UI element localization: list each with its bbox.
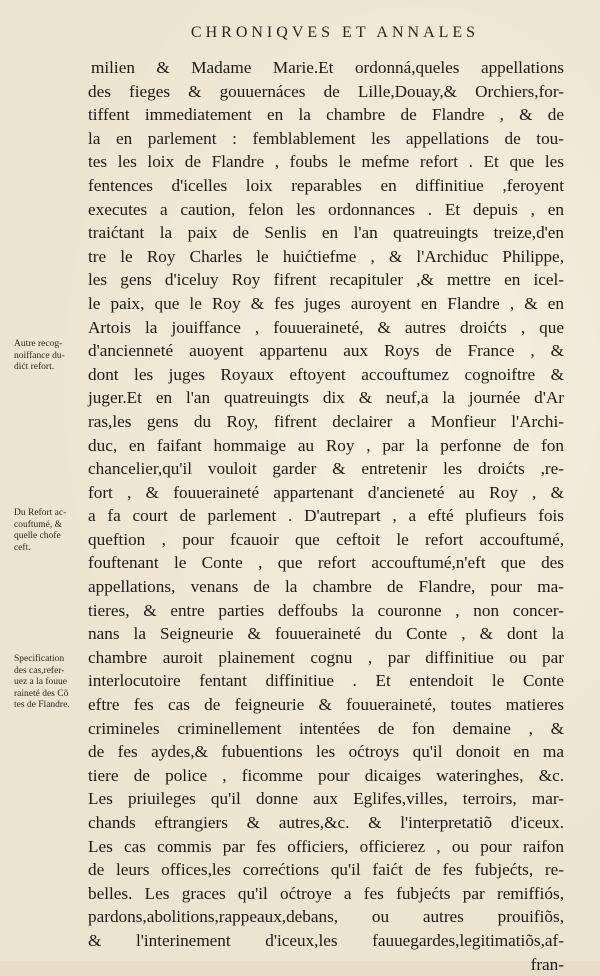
text-line: Les cas commis par fes officiers, officierez , ou pour raifon: [88, 836, 564, 856]
margin-note-line: couftumé, &: [14, 519, 63, 530]
text-line: ras,les gens du Roy, fifrent declairer a Monfieur l'Archi-: [88, 411, 564, 431]
text-line: nans la Seigneurie & fouueraineté du Conte , & dont la: [88, 624, 564, 644]
text-line: belles. Les graces qu'il oćtroye a fes fubjećts par remiffiós,: [88, 883, 564, 903]
text-line: chands eftrangiers & autres,&c. & l'interpretatiõ d'iceux.: [88, 813, 564, 832]
text-line: crimineles criminellement intentées de fon demaine , &: [88, 718, 564, 738]
margin-note-specification: [14, 654, 98, 712]
text-line: de leurs offices,les correćtions qu'il faićt de fes fubjećts, re-: [88, 860, 564, 880]
text-line: les gens d'iceluy Roy fifrent recapituler ,& mettre en icel-: [88, 270, 564, 290]
text-line: tre le Roy Charles le huićtiefme , & l'Archiduc Philippe,: [88, 246, 564, 266]
text-line: tiffent immediatement en la chambre de Flandre , & de: [88, 105, 564, 125]
text-line: a fa court de parlement . D'autrepart , a efté plufieurs fois: [88, 506, 564, 526]
main-text-block: [88, 56, 564, 976]
running-head: CHRONIQVES ET ANNALES: [190, 24, 480, 41]
text-line: fouftenant le Conte , que refort accouftumé,n'eft que des: [88, 553, 564, 573]
text-line: & l'interinement d'iceux,les fauuegardes,legitimatiõs,af-: [88, 930, 564, 950]
text-line: executes a caution, felon les ordonnances . Et depuis , en: [88, 199, 564, 219]
margin-note-line: des cas,refer-: [14, 665, 65, 676]
margin-note-line: Du Refort ac-: [14, 508, 67, 518]
text-line: chancelier,qu'il vouloit garder & entretenir les droićts ,re-: [88, 459, 564, 479]
margin-note-line: tes de Flandre.: [14, 700, 70, 710]
text-line: duc, en faifant hommaige au Roy , par la perfonne de fon: [88, 435, 564, 455]
margin-note-line: noiffance du-: [14, 350, 65, 361]
margin-note-line: Specification: [14, 654, 65, 664]
text-line: chambre auroit plainement cognu , par diffinitiue ou par: [88, 647, 564, 667]
text-line: fentences d'icelles loix reparables en diffinitiue ,feroyent: [88, 175, 564, 195]
margin-note-recognition: [14, 339, 98, 374]
text-line: d'ancienneté auoyent appartenu aux Roys de France , &: [88, 341, 564, 361]
text-line: de fes aydes,& fubuentions les oćtroys qu'il donoit en ma: [88, 742, 564, 762]
text-line: traićtant la paix de Senlis en l'an quatreuingts treize,d'en: [88, 223, 564, 243]
margin-note-line: raineté des Cõ: [14, 688, 69, 699]
text-line: tiere de police , ficomme pour dicaiges wateringhes, &c.: [88, 765, 564, 785]
text-line: milien & Madame Marie.Et ordonná,queles appellations: [91, 58, 564, 77]
text-line: Artois la jouiffance , fouueraineté, & autres droićts , que: [88, 317, 564, 337]
margin-note-line: uez a la fouue: [14, 677, 68, 687]
text-line: Les priuileges qu'il donne aux Eglifes,villes, terroirs, mar-: [88, 789, 564, 809]
text-line: des fieges & gouuernáces de Lille,Douay,& Orchiers,for-: [88, 81, 564, 101]
text-line: eftre fes cas de feigneurie & fouueraineté, toutes matieres: [88, 695, 564, 715]
margin-note-line: dićt refort.: [14, 362, 55, 372]
text-line: dont les juges Royaux eftoyent accouftumez cognoiftre &: [88, 364, 564, 384]
text-line: pardons,abolitions,rappeaux,debans, ou autres prouifiõs,: [88, 907, 564, 927]
text-line: appellations, venans de la chambre de Flandre, pour ma-: [88, 577, 564, 597]
text-line: fort , & fouueraineté appartenant d'ancieneté au Roy , &: [88, 482, 564, 502]
text-line: juger.Et en l'an quatreuingts dix & neuf,a la journée d'Ar: [88, 388, 564, 408]
catchword: fran-: [530, 954, 564, 974]
text-line: tieres, & entre parties deffoubs la couronne , non concer-: [88, 600, 564, 620]
text-line: tes les loix de Flandre , foubs le mefme refort . Et que les: [88, 152, 564, 172]
margin-note-line: Autre recog-: [14, 339, 63, 349]
margin-note-line: quelle chofe: [14, 531, 61, 541]
text-line: la en parlement : femblablement les appellations de tou-: [88, 128, 564, 148]
text-line: queftion , pour fcauoir que ceftoit le refort accouftumé,: [88, 529, 564, 549]
text-line: le paix, que le Roy & fes juges auroyent en Flandre , & en: [88, 293, 564, 313]
margin-note-resort: [14, 508, 98, 554]
margin-note-line: ceft.: [14, 542, 31, 553]
text-line: interlocutoire fentant diffinitiue . Et entendoit le Conte: [88, 671, 564, 691]
